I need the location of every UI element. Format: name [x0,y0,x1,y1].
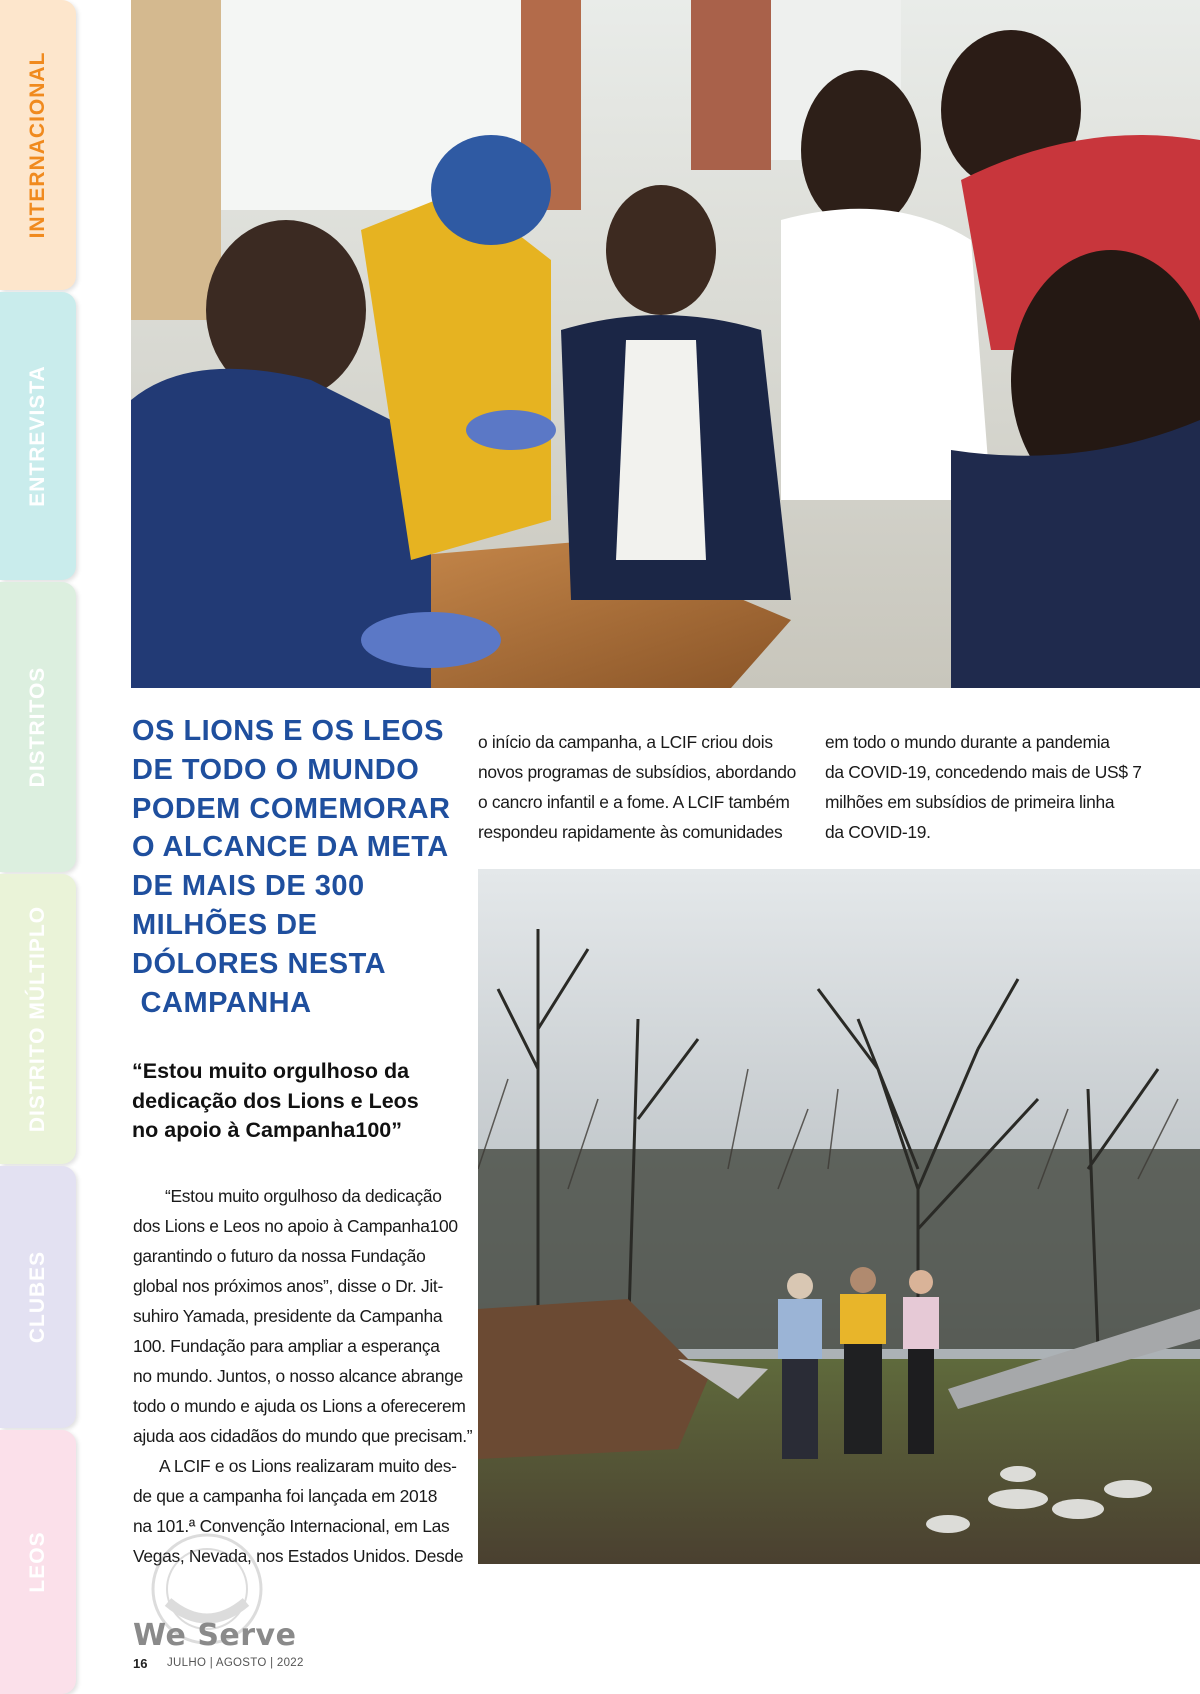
tab-leos[interactable] [0,1430,76,1694]
burned-forest-photo-image [478,869,1200,1564]
body-line: respondeu rapidamente às comunidades [478,822,783,842]
body-line: suhiro Yamada, presidente da Campanha [133,1306,443,1326]
body-line: “Estou muito orgulhoso da dedicação [165,1186,442,1206]
body-line: em todo o mundo durante a pandemia [825,732,1110,752]
body-line: todo o mundo e ajuda os Lions a oferecerem [133,1396,466,1416]
quote-line: dedicação dos Lions e Leos [132,1088,419,1113]
tab-label: LEOS [26,1531,49,1593]
medical-screening-photo-image [131,0,1200,688]
headline-line: O ALCANCE DA META [132,831,449,864]
body-column-2 [478,727,808,847]
body-line: novos programas de subsídios, abordando [478,762,796,782]
tab-label: DISTRITOS [26,666,49,788]
tab-label: ENTREVISTA [26,365,49,507]
body-line: da COVID-19, concedendo mais de US$ 7 [825,762,1142,782]
issue-date: JULHO | AGOSTO | 2022 [167,1657,304,1669]
body-line: no mundo. Juntos, o nosso alcance abrange [133,1366,463,1386]
body-line: global nos próximos anos”, disse o Dr. Jit- [133,1276,443,1296]
tab-distritos[interactable] [0,582,76,872]
body-line: de que a campanha foi lançada em 2018 [133,1486,438,1506]
body-column-3 [825,727,1165,847]
headline-line: DE TODO O MUNDO [132,753,420,786]
headline-line: PODEM COMEMORAR [132,792,451,825]
body-line: o cancro infantil e a fome. A LCIF também [478,792,790,812]
page-number: 16 [133,1656,148,1671]
quote-line: “Estou muito orgulhoso da [132,1059,410,1083]
body-line: ajuda aos cidadãos do mundo que precisam.” [133,1426,473,1446]
body-line: dos Lions e Leos no apoio à Campanha100 [133,1216,458,1236]
tab-internacional[interactable] [0,0,76,290]
body-line: da COVID-19. [825,822,931,842]
bottom-photo [478,869,1200,1564]
body-line: 100. Fundação para ampliar a esperança [133,1336,440,1356]
tab-distrito-multiplo[interactable] [0,874,76,1164]
body-line: Vegas, Nevada, nos Estados Unidos. Desde [133,1546,464,1566]
tab-label: CLUBES [26,1250,49,1344]
top-photo [131,0,1200,688]
body-line: milhões em subsídios de primeira linha [825,792,1115,812]
body-line: o início da campanha, a LCIF criou dois [478,732,773,752]
tab-label: INTERNACIONAL [26,51,49,239]
body-line: na 101.ª Convenção Internacional, em Las [133,1516,450,1536]
body-line: garantindo o futuro da nossa Fundação [133,1246,426,1266]
tab-clubes[interactable] [0,1166,76,1428]
headline-line: DE MAIS DE 300 [132,870,365,903]
headline-line: MILHÕES DE [132,908,318,941]
headline-line: OS LIONS E OS LEOS [132,715,444,747]
we-serve-logo: We Serve [133,1618,297,1653]
headline-line: DÓLORES NESTA [132,947,387,980]
tab-label: DISTRITO MÚLTIPLO [26,905,49,1133]
headline [132,712,462,1022]
body-line: A LCIF e os Lions realizaram muito des- [159,1456,457,1476]
headline-line: CAMPANHA [132,986,312,1019]
tab-entrevista[interactable] [0,292,76,580]
pull-quote [132,1057,462,1146]
body-column-1 [133,1181,473,1571]
quote-line: no apoio à Campanha100” [132,1118,403,1142]
